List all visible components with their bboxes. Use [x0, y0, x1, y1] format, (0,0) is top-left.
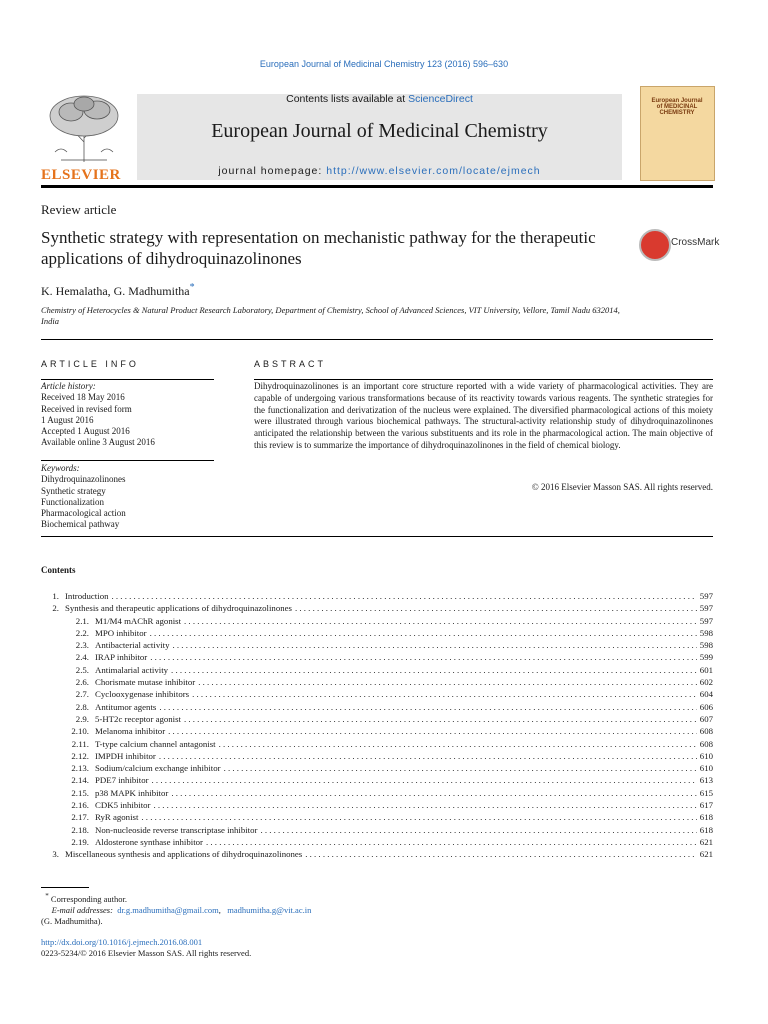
toc-entry[interactable] — [41, 688, 713, 700]
toc-entry-page[interactable]: 613 — [699, 775, 713, 786]
keyword-item: Dihydroquinazolinones — [41, 474, 126, 485]
toc-entry-number: 2.19. — [71, 836, 89, 847]
issn-line: 0223-5234/© 2016 Elsevier Masson SAS. All rights reserved. — [41, 948, 252, 958]
toc-entry-number: 2.4. — [75, 652, 89, 663]
toc-entry[interactable] — [41, 848, 713, 860]
toc-entry-title[interactable]: MPO inhibitor — [95, 627, 147, 638]
toc-entry[interactable] — [41, 750, 713, 762]
toc-entry-number: 2.13. — [71, 763, 89, 774]
toc-entry[interactable] — [41, 799, 713, 811]
toc-entry-number: 2.9. — [75, 713, 89, 724]
toc-entry-number: 2.6. — [75, 677, 89, 688]
toc-entry-page[interactable]: 621 — [699, 849, 713, 860]
abstract-divider — [254, 379, 713, 380]
footnote-mark: * — [45, 892, 49, 900]
toc-entry-page[interactable]: 597 — [699, 615, 713, 626]
toc-entry[interactable] — [41, 725, 713, 737]
footnote-name: (G. Madhumitha). — [41, 915, 103, 926]
toc-entry-title[interactable]: Antimalarial activity — [95, 664, 169, 675]
toc-entry[interactable] — [41, 738, 713, 750]
toc-entry-title[interactable]: Aldosterone synthase inhibitor — [95, 836, 203, 847]
journal-cover-title: European Journal of MEDICINAL CHEMISTRY — [651, 98, 703, 116]
toc-entry-title[interactable]: 5-HT2c receptor agonist — [95, 713, 181, 724]
toc-entry-title[interactable]: PDE7 inhibitor — [95, 775, 149, 786]
toc-leader-dots — [295, 602, 697, 614]
history-label: Article history: — [41, 381, 96, 391]
toc-entry-page[interactable]: 599 — [699, 652, 713, 663]
crossmark-icon — [639, 229, 671, 261]
toc-entry-page[interactable]: 618 — [699, 824, 713, 835]
toc-entry-title[interactable]: Antibacterial activity — [95, 640, 170, 651]
abstract-bottom-divider — [41, 536, 713, 537]
toc-leader-dots — [153, 799, 696, 811]
toc-entry-title[interactable]: Non-nucleoside reverse transcriptase inhibitor — [95, 824, 258, 835]
toc-leader-dots — [152, 774, 697, 786]
toc-entry[interactable] — [41, 701, 713, 713]
author-list: K. Hemalatha, G. Madhumitha* — [41, 282, 195, 298]
crossmark-badge[interactable] — [639, 229, 719, 259]
toc-entry[interactable] — [41, 774, 713, 786]
crossmark-label: CrossMark — [671, 237, 720, 248]
toc-entry[interactable] — [41, 651, 713, 663]
history-entry: Accepted 1 August 2016 — [41, 426, 130, 437]
toc-entry-title[interactable]: M1/M4 mAChR agonist — [95, 615, 182, 626]
toc-leader-dots — [305, 848, 697, 860]
toc-entry-page[interactable]: 597 — [699, 591, 713, 601]
toc-entry-title[interactable]: IRAP inhibitor — [95, 652, 148, 663]
keyword-item: Synthetic strategy — [41, 485, 106, 496]
toc-entry-number: 2.14. — [71, 775, 89, 786]
journal-homepage-link[interactable]: http://www.elsevier.com/locate/ejmech — [326, 165, 541, 177]
author-affiliation: Chemistry of Heterocycles & Natural Product Research Laboratory, Department of Chemistry, School of Advanced Sciences, VIT University, Vellore, Tamil Nadu 632014, India — [41, 305, 620, 326]
toc-entry-page[interactable]: 604 — [699, 689, 713, 700]
toc-entry-title[interactable]: Chorismate mutase inhibitor — [95, 677, 196, 688]
toc-entry-title[interactable]: Miscellaneous synthesis and applications of dihydroquinazolinones — [65, 849, 303, 860]
toc-entry[interactable] — [41, 713, 713, 725]
toc-entry-title[interactable]: Sodium/calcium exchange inhibitor — [95, 763, 221, 774]
toc-entry[interactable] — [41, 836, 713, 848]
toc-leader-dots — [219, 738, 697, 750]
toc-entry-number: 2.16. — [71, 800, 89, 811]
toc-leader-dots — [159, 750, 697, 762]
toc-entry-page[interactable]: 621 — [699, 836, 713, 847]
toc-entry-title[interactable]: CDK5 inhibitor — [95, 800, 151, 811]
toc-entry-title[interactable]: p38 MAPK inhibitor — [95, 787, 169, 798]
toc-leader-dots — [224, 762, 697, 774]
history-entry: Available online 3 August 2016 — [41, 437, 155, 448]
toc-leader-dots — [206, 836, 697, 848]
toc-entry-title[interactable]: Antitumor agents — [95, 701, 157, 712]
toc-entry-title[interactable]: Melanoma inhibitor — [95, 726, 166, 737]
toc-leader-dots — [184, 615, 697, 627]
toc-entry-number: 2.7. — [75, 689, 89, 700]
footnote-divider — [41, 887, 89, 888]
table-of-contents — [41, 590, 713, 861]
history-entry: 1 August 2016 — [41, 414, 94, 425]
toc-leader-dots — [260, 824, 696, 836]
toc-entry[interactable] — [41, 824, 713, 836]
toc-entry-number: 2.5. — [75, 664, 89, 675]
toc-leader-dots — [150, 651, 697, 663]
toc-leader-dots — [150, 627, 697, 639]
toc-entry-page[interactable]: 617 — [699, 800, 713, 811]
toc-entry-number: 2.12. — [71, 750, 89, 761]
toc-entry-number: 1. — [52, 591, 59, 601]
toc-entry-title[interactable]: Synthesis and therapeutic applications of dihydroquinazolinones — [65, 603, 292, 614]
toc-entry-number: 2.11. — [71, 738, 89, 749]
footnote: * Corresponding author. E-mail addresses: dr.g.madhumitha@gmail.com, madhumitha.g@vit.ac.in (G. Madhumitha). — [41, 891, 441, 927]
toc-entry-page[interactable]: 610 — [699, 763, 713, 774]
sciencedirect-link[interactable]: ScienceDirect — [408, 93, 473, 105]
toc-entry[interactable] — [41, 639, 713, 651]
toc-entry-number: 2.18. — [71, 824, 89, 835]
toc-entry[interactable] — [41, 762, 713, 774]
toc-leader-dots — [184, 713, 697, 725]
toc-entry-number: 2.15. — [71, 787, 89, 798]
doi-link[interactable]: http://dx.doi.org/10.1016/j.ejmech.2016.08.001 — [41, 937, 203, 947]
toc-entry-title[interactable]: RyR agonist — [95, 812, 139, 823]
article-type: Review article — [41, 202, 117, 217]
article-title: Synthetic strategy with representation on mechanistic pathway for the therapeutic applications of dihydroquinazolinones — [41, 228, 596, 268]
toc-leader-dots — [198, 676, 697, 688]
toc-entry[interactable] — [41, 811, 713, 823]
history-entry: Received 18 May 2016 — [41, 392, 125, 403]
contents-available-line: Contents lists available at ScienceDirect — [286, 93, 473, 105]
article-info-divider — [41, 379, 214, 380]
toc-entry-number: 2. — [52, 603, 59, 614]
journal-title: European Journal of Medicinal Chemistry — [211, 120, 548, 142]
toc-leader-dots — [159, 701, 696, 713]
contents-heading: Contents — [41, 565, 76, 575]
corresponding-author-note: Corresponding author. — [50, 893, 127, 904]
toc-entry-page[interactable]: 608 — [699, 738, 713, 749]
toc-entry[interactable] — [41, 664, 713, 676]
toc-entry-number: 2.17. — [71, 812, 89, 823]
toc-leader-dots — [171, 787, 696, 799]
toc-entry[interactable] — [41, 602, 713, 614]
toc-leader-dots — [141, 811, 696, 823]
toc-entry-title[interactable]: IMPDH inhibitor — [95, 750, 156, 761]
toc-entry-page[interactable]: 607 — [699, 713, 713, 724]
toc-entry-number: 2.1. — [75, 615, 89, 626]
email-link-1[interactable]: dr.g.madhumitha@gmail.com — [117, 904, 219, 915]
article-history — [41, 381, 214, 449]
toc-entry-page[interactable]: 598 — [699, 640, 713, 651]
toc-entry-page[interactable]: 606 — [699, 701, 713, 712]
toc-entry-number: 2.2. — [75, 627, 89, 638]
toc-entry-page[interactable]: 615 — [699, 787, 713, 798]
toc-entry[interactable] — [41, 676, 713, 688]
journal-citation[interactable]: European Journal of Medicinal Chemistry 123 (2016) 596–630 — [259, 59, 509, 69]
keyword-item: Biochemical pathway — [41, 519, 120, 530]
toc-leader-dots — [112, 590, 697, 602]
article-info-heading: ARTICLE INFO — [41, 359, 139, 369]
abstract-text: Dihydroquinazolinones is an important core structure reported with a wide variety of pharmacological activities. They are capable of undergoing various transformations because of its reactivity towards various reagents. The synthetic strategies for the functionalization and derivatization of the nucleus were explained. The diversified pharmacological actions of this moiety were illustrated through various biochemical pathways. The structural-activity relationship study of dihydroquinazolinones anticipated the relationship between the various substituents and its role in the pharmacological action. The main objective of this review is to summarize the importance of dihydroquinazolinones in the field of chemical biology. — [254, 381, 713, 450]
toc-entry-page[interactable]: 618 — [699, 812, 713, 823]
toc-entry-page[interactable]: 602 — [699, 677, 713, 688]
toc-entry[interactable] — [41, 787, 713, 799]
toc-entry-title[interactable]: T-type calcium channel antagonist — [95, 738, 216, 749]
toc-leader-dots — [173, 639, 697, 651]
toc-entry-page[interactable]: 610 — [699, 750, 713, 761]
keyword-item: Pharmacological action — [41, 508, 126, 519]
keywords-divider — [41, 460, 214, 461]
toc-leader-dots — [168, 725, 697, 737]
toc-leader-dots — [192, 688, 697, 700]
toc-entry[interactable] — [41, 590, 713, 602]
abstract-heading: ABSTRACT — [254, 359, 327, 369]
history-entry: Received in revised form — [41, 403, 132, 414]
toc-entry[interactable] — [41, 627, 713, 639]
toc-entry-number: 3. — [52, 849, 59, 860]
toc-entry-number: 2.10. — [71, 726, 89, 737]
keywords-block — [41, 463, 214, 531]
toc-entry-page[interactable]: 598 — [699, 627, 713, 638]
title-divider — [41, 339, 713, 340]
journal-homepage-line: journal homepage: http://www.elsevier.com/locate/ejmech — [218, 165, 541, 177]
header-divider — [41, 185, 713, 188]
toc-entry-title[interactable]: Cyclooxygenase inhibitors — [95, 689, 190, 700]
toc-entry[interactable] — [41, 615, 713, 627]
email-link-2[interactable]: madhumitha.g@vit.ac.in — [227, 904, 312, 915]
toc-entry-number: 2.8. — [75, 701, 89, 712]
copyright-notice: © 2016 Elsevier Masson SAS. All rights reserved. — [531, 482, 713, 492]
corresponding-author-mark[interactable]: * — [189, 282, 195, 293]
toc-leader-dots — [171, 664, 697, 676]
toc-entry-title[interactable]: Introduction — [65, 591, 109, 601]
toc-entry-page[interactable]: 608 — [699, 726, 713, 737]
toc-entry-page[interactable]: 597 — [699, 603, 713, 614]
keywords-label: Keywords: — [41, 463, 80, 473]
keyword-item: Functionalization — [41, 496, 104, 507]
toc-entry-number: 2.3. — [75, 640, 89, 651]
toc-entry-page[interactable]: 601 — [699, 664, 713, 675]
email-label: E-mail addresses: — [51, 904, 113, 915]
publisher-wordmark[interactable]: ELSEVIER — [41, 167, 121, 183]
